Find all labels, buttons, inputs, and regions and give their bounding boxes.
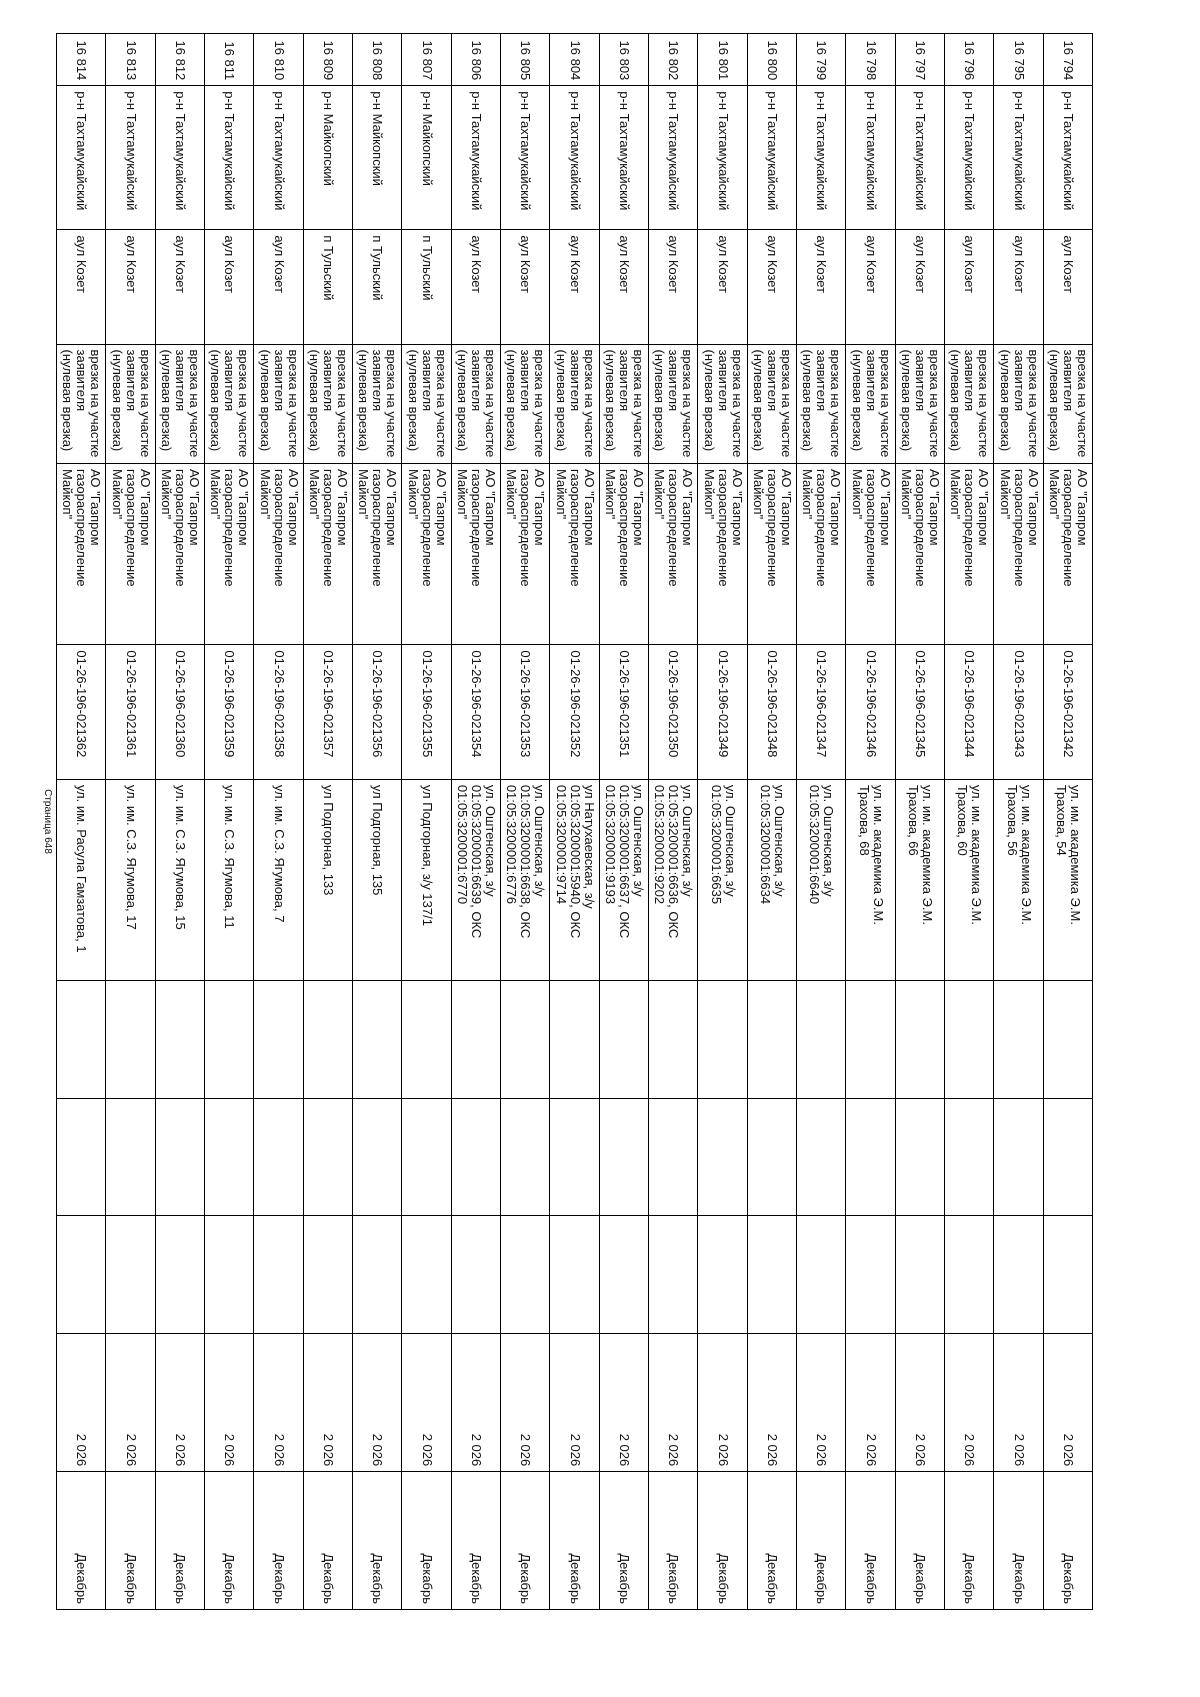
empty-cell xyxy=(945,981,994,1098)
empty-cell xyxy=(451,1098,500,1215)
organization-cell: АО "Газпром газораспределение Майкоп" xyxy=(994,464,1043,645)
month-cell: Декабрь xyxy=(994,1472,1043,1610)
year-cell: 2 026 xyxy=(402,1333,451,1472)
work-type-cell: врезка на участке заявителя (нулевая врезка) xyxy=(106,344,155,464)
year-cell: 2 026 xyxy=(747,1333,796,1472)
address-cell: ул. им. С.З. Ягумова, 11 xyxy=(205,779,254,981)
work-type-cell: врезка на участке заявителя (нулевая врезка) xyxy=(994,344,1043,464)
empty-cell xyxy=(155,981,204,1098)
year-cell: 2 026 xyxy=(254,1333,303,1472)
address-cell: ул Подгорная, 133 xyxy=(303,779,352,981)
table-row xyxy=(353,34,402,1610)
month-cell: Декабрь xyxy=(1043,1472,1092,1610)
empty-cell xyxy=(747,981,796,1098)
rotated-page xyxy=(42,33,1093,1610)
request-code-cell: 01-26-196-021358 xyxy=(254,645,303,779)
empty-cell xyxy=(57,1098,106,1215)
organization-cell: АО "Газпром газораспределение Майкоп" xyxy=(451,464,500,645)
address-cell: ул. Оштенская, з/у 01:05:3200001:6637, ОКС 01:05:3200001:9193 xyxy=(599,779,648,981)
organization-cell: АО "Газпром газораспределение Майкоп" xyxy=(205,464,254,645)
address-cell: ул. им. С.З. Ягумова, 17 xyxy=(106,779,155,981)
table-row xyxy=(57,34,106,1610)
work-type-cell: врезка на участке заявителя (нулевая врезка) xyxy=(1043,344,1092,464)
empty-cell xyxy=(254,1098,303,1215)
empty-cell xyxy=(205,1216,254,1333)
settlement-cell: аул Козет xyxy=(698,230,747,344)
month-cell: Декабрь xyxy=(599,1472,648,1610)
year-cell: 2 026 xyxy=(846,1333,895,1472)
empty-cell xyxy=(599,1098,648,1215)
row-number: 16 813 xyxy=(106,34,155,86)
request-code-cell: 01-26-196-021355 xyxy=(402,645,451,779)
settlement-cell: п Тульский xyxy=(402,230,451,344)
empty-cell xyxy=(254,1216,303,1333)
empty-cell xyxy=(501,981,550,1098)
year-cell: 2 026 xyxy=(994,1333,1043,1472)
month-cell: Декабрь xyxy=(895,1472,944,1610)
empty-cell xyxy=(994,1098,1043,1215)
organization-cell: АО "Газпром газораспределение Майкоп" xyxy=(797,464,846,645)
request-code-cell: 01-26-196-021354 xyxy=(451,645,500,779)
organization-cell: АО "Газпром газораспределение Майкоп" xyxy=(945,464,994,645)
address-cell: ул. им. академика Э.М. Трахова, 68 xyxy=(846,779,895,981)
settlement-cell: аул Козет xyxy=(106,230,155,344)
organization-cell: АО "Газпром газораспределение Майкоп" xyxy=(501,464,550,645)
empty-cell xyxy=(994,981,1043,1098)
row-number: 16 804 xyxy=(550,34,599,86)
work-type-cell: врезка на участке заявителя (нулевая врезка) xyxy=(895,344,944,464)
row-number: 16 799 xyxy=(797,34,846,86)
empty-cell xyxy=(1043,1216,1092,1333)
work-type-cell: врезка на участке заявителя (нулевая врезка) xyxy=(698,344,747,464)
month-cell: Декабрь xyxy=(846,1472,895,1610)
row-number: 16 805 xyxy=(501,34,550,86)
month-cell: Декабрь xyxy=(945,1472,994,1610)
district-cell: р-н Тахтамукайский xyxy=(57,86,106,230)
row-number: 16 800 xyxy=(747,34,796,86)
request-code-cell: 01-26-196-021342 xyxy=(1043,645,1092,779)
empty-cell xyxy=(698,1098,747,1215)
table-row xyxy=(550,34,599,1610)
work-type-cell: врезка на участке заявителя (нулевая врезка) xyxy=(57,344,106,464)
request-code-cell: 01-26-196-021351 xyxy=(599,645,648,779)
settlement-cell: аул Козет xyxy=(501,230,550,344)
work-type-cell: врезка на участке заявителя (нулевая врезка) xyxy=(747,344,796,464)
request-code-cell: 01-26-196-021343 xyxy=(994,645,1043,779)
request-code-cell: 01-26-196-021353 xyxy=(501,645,550,779)
empty-cell xyxy=(353,1098,402,1215)
address-cell: ул. им. академика Э.М. Трахова, 56 xyxy=(994,779,1043,981)
year-cell: 2 026 xyxy=(797,1333,846,1472)
row-number: 16 809 xyxy=(303,34,352,86)
district-cell: р-н Тахтамукайский xyxy=(599,86,648,230)
table-row xyxy=(451,34,500,1610)
settlement-cell: аул Козет xyxy=(797,230,846,344)
row-number: 16 802 xyxy=(649,34,698,86)
year-cell: 2 026 xyxy=(599,1333,648,1472)
empty-cell xyxy=(303,1216,352,1333)
empty-cell xyxy=(698,1216,747,1333)
month-cell: Декабрь xyxy=(353,1472,402,1610)
empty-cell xyxy=(451,1216,500,1333)
organization-cell: АО "Газпром газораспределение Майкоп" xyxy=(353,464,402,645)
empty-cell xyxy=(57,1216,106,1333)
year-cell: 2 026 xyxy=(550,1333,599,1472)
table-row xyxy=(106,34,155,1610)
empty-cell xyxy=(501,1098,550,1215)
empty-cell xyxy=(451,981,500,1098)
month-cell: Декабрь xyxy=(57,1472,106,1610)
district-cell: р-н Тахтамукайский xyxy=(747,86,796,230)
empty-cell xyxy=(846,1216,895,1333)
month-cell: Декабрь xyxy=(797,1472,846,1610)
table-row xyxy=(846,34,895,1610)
settlement-cell: аул Козет xyxy=(1043,230,1092,344)
district-cell: р-н Тахтамукайский xyxy=(945,86,994,230)
organization-cell: АО "Газпром газораспределение Майкоп" xyxy=(747,464,796,645)
empty-cell xyxy=(402,981,451,1098)
work-type-cell: врезка на участке заявителя (нулевая врезка) xyxy=(649,344,698,464)
empty-cell xyxy=(353,1216,402,1333)
empty-cell xyxy=(895,1098,944,1215)
empty-cell xyxy=(599,1216,648,1333)
settlement-cell: п Тульский xyxy=(303,230,352,344)
empty-cell xyxy=(895,1216,944,1333)
address-cell: ул. Оштенская, з/у 01:05:3200001:6640 xyxy=(797,779,846,981)
month-cell: Декабрь xyxy=(649,1472,698,1610)
empty-cell xyxy=(501,1216,550,1333)
row-number: 16 795 xyxy=(994,34,1043,86)
table-row xyxy=(994,34,1043,1610)
settlement-cell: аул Козет xyxy=(747,230,796,344)
month-cell: Декабрь xyxy=(501,1472,550,1610)
district-cell: р-н Тахтамукайский xyxy=(846,86,895,230)
organization-cell: АО "Газпром газораспределение Майкоп" xyxy=(106,464,155,645)
settlement-cell: аул Козет xyxy=(846,230,895,344)
empty-cell xyxy=(1043,1098,1092,1215)
organization-cell: АО "Газпром газораспределение Майкоп" xyxy=(649,464,698,645)
empty-cell xyxy=(797,1098,846,1215)
empty-cell xyxy=(747,1216,796,1333)
empty-cell xyxy=(1043,981,1092,1098)
district-cell: р-н Тахтамукайский xyxy=(1043,86,1092,230)
row-number: 16 806 xyxy=(451,34,500,86)
settlement-cell: аул Козет xyxy=(254,230,303,344)
district-cell: р-н Тахтамукайский xyxy=(649,86,698,230)
year-cell: 2 026 xyxy=(303,1333,352,1472)
empty-cell xyxy=(797,1216,846,1333)
table-row xyxy=(747,34,796,1610)
empty-cell xyxy=(155,1098,204,1215)
work-type-cell: врезка на участке заявителя (нулевая врезка) xyxy=(501,344,550,464)
organization-cell: АО "Газпром газораспределение Майкоп" xyxy=(155,464,204,645)
empty-cell xyxy=(106,1216,155,1333)
organization-cell: АО "Газпром газораспределение Майкоп" xyxy=(698,464,747,645)
empty-cell xyxy=(106,981,155,1098)
row-number: 16 803 xyxy=(599,34,648,86)
empty-cell xyxy=(303,1098,352,1215)
row-number: 16 808 xyxy=(353,34,402,86)
row-number: 16 797 xyxy=(895,34,944,86)
table-row xyxy=(155,34,204,1610)
settlement-cell: аул Козет xyxy=(550,230,599,344)
work-type-cell: врезка на участке заявителя (нулевая врезка) xyxy=(303,344,352,464)
row-number: 16 794 xyxy=(1043,34,1092,86)
district-cell: р-н Тахтамукайский xyxy=(698,86,747,230)
district-cell: р-н Тахтамукайский xyxy=(205,86,254,230)
empty-cell xyxy=(550,981,599,1098)
work-type-cell: врезка на участке заявителя (нулевая врезка) xyxy=(945,344,994,464)
request-code-cell: 01-26-196-021349 xyxy=(698,645,747,779)
district-cell: р-н Тахтамукайский xyxy=(550,86,599,230)
work-type-cell: врезка на участке заявителя (нулевая врезка) xyxy=(797,344,846,464)
table-row xyxy=(402,34,451,1610)
work-type-cell: врезка на участке заявителя (нулевая врезка) xyxy=(205,344,254,464)
table-row xyxy=(945,34,994,1610)
work-type-cell: врезка на участке заявителя (нулевая врезка) xyxy=(155,344,204,464)
address-cell: ул. им. С.З. Ягумова, 15 xyxy=(155,779,204,981)
settlement-cell: аул Козет xyxy=(994,230,1043,344)
month-cell: Декабрь xyxy=(254,1472,303,1610)
table-row xyxy=(698,34,747,1610)
data-table xyxy=(56,33,1093,1610)
work-type-cell: врезка на участке заявителя (нулевая врезка) xyxy=(451,344,500,464)
settlement-cell: аул Козет xyxy=(57,230,106,344)
request-code-cell: 01-26-196-021348 xyxy=(747,645,796,779)
empty-cell xyxy=(994,1216,1043,1333)
empty-cell xyxy=(205,981,254,1098)
address-cell: ул. Оштенская, з/у 01:05:3200001:6635 xyxy=(698,779,747,981)
table-row xyxy=(303,34,352,1610)
year-cell: 2 026 xyxy=(353,1333,402,1472)
settlement-cell: п Тульский xyxy=(353,230,402,344)
year-cell: 2 026 xyxy=(205,1333,254,1472)
empty-cell xyxy=(550,1098,599,1215)
address-cell: ул Подгорная, 135 xyxy=(353,779,402,981)
address-cell: ул. Оштенская, з/у 01:05:3200001:6634 xyxy=(747,779,796,981)
table-row xyxy=(254,34,303,1610)
address-cell: ул. им. академика Э.М. Трахова, 54 xyxy=(1043,779,1092,981)
month-cell: Декабрь xyxy=(747,1472,796,1610)
year-cell: 2 026 xyxy=(945,1333,994,1472)
work-type-cell: врезка на участке заявителя (нулевая врезка) xyxy=(254,344,303,464)
year-cell: 2 026 xyxy=(155,1333,204,1472)
row-number: 16 811 xyxy=(205,34,254,86)
district-cell: р-н Майкопский xyxy=(402,86,451,230)
row-number: 16 796 xyxy=(945,34,994,86)
request-code-cell: 01-26-196-021345 xyxy=(895,645,944,779)
empty-cell xyxy=(550,1216,599,1333)
year-cell: 2 026 xyxy=(106,1333,155,1472)
organization-cell: АО "Газпром газораспределение Майкоп" xyxy=(895,464,944,645)
month-cell: Декабрь xyxy=(155,1472,204,1610)
district-cell: р-н Тахтамукайский xyxy=(155,86,204,230)
empty-cell xyxy=(402,1216,451,1333)
table-row xyxy=(599,34,648,1610)
district-cell: р-н Тахтамукайский xyxy=(797,86,846,230)
empty-cell xyxy=(846,981,895,1098)
work-type-cell: врезка на участке заявителя (нулевая врезка) xyxy=(550,344,599,464)
table-row xyxy=(501,34,550,1610)
request-code-cell: 01-26-196-021346 xyxy=(846,645,895,779)
district-cell: р-н Тахтамукайский xyxy=(106,86,155,230)
settlement-cell: аул Козет xyxy=(649,230,698,344)
year-cell: 2 026 xyxy=(1043,1333,1092,1472)
request-code-cell: 01-26-196-021352 xyxy=(550,645,599,779)
work-type-cell: врезка на участке заявителя (нулевая врезка) xyxy=(353,344,402,464)
year-cell: 2 026 xyxy=(649,1333,698,1472)
district-cell: р-н Тахтамукайский xyxy=(501,86,550,230)
address-cell: ул. им. С.З. Ягумова, 7 xyxy=(254,779,303,981)
empty-cell xyxy=(797,981,846,1098)
row-number: 16 814 xyxy=(57,34,106,86)
month-cell: Декабрь xyxy=(402,1472,451,1610)
request-code-cell: 01-26-196-021356 xyxy=(353,645,402,779)
organization-cell: АО "Газпром газораспределение Майкоп" xyxy=(1043,464,1092,645)
empty-cell xyxy=(303,981,352,1098)
table-row xyxy=(895,34,944,1610)
empty-cell xyxy=(205,1098,254,1215)
district-cell: р-н Тахтамукайский xyxy=(895,86,944,230)
organization-cell: АО "Газпром газораспределение Майкоп" xyxy=(599,464,648,645)
address-cell: ул. Оштенская, з/у 01:05:3200001:6639, ОКС 01:05:3200001:6770 xyxy=(451,779,500,981)
empty-cell xyxy=(106,1098,155,1215)
empty-cell xyxy=(747,1098,796,1215)
request-code-cell: 01-26-196-021362 xyxy=(57,645,106,779)
empty-cell xyxy=(254,981,303,1098)
empty-cell xyxy=(698,981,747,1098)
month-cell: Декабрь xyxy=(550,1472,599,1610)
district-cell: р-н Тахтамукайский xyxy=(451,86,500,230)
district-cell: р-н Тахтамукайский xyxy=(994,86,1043,230)
address-cell: ул. им. академика Э.М. Трахова, 66 xyxy=(895,779,944,981)
empty-cell xyxy=(649,1216,698,1333)
address-cell: ул Натухаевская, з/у 01:05:3200001:5940, ОКС 01:05:3200001:9714 xyxy=(550,779,599,981)
organization-cell: АО "Газпром газораспределение Майкоп" xyxy=(57,464,106,645)
empty-cell xyxy=(846,1098,895,1215)
row-number: 16 798 xyxy=(846,34,895,86)
request-code-cell: 01-26-196-021350 xyxy=(649,645,698,779)
row-number: 16 812 xyxy=(155,34,204,86)
organization-cell: АО "Газпром газораспределение Майкоп" xyxy=(254,464,303,645)
empty-cell xyxy=(895,981,944,1098)
address-cell: ул Подгорная, з/у 137/1 xyxy=(402,779,451,981)
request-code-cell: 01-26-196-021344 xyxy=(945,645,994,779)
request-code-cell: 01-26-196-021357 xyxy=(303,645,352,779)
empty-cell xyxy=(945,1216,994,1333)
empty-cell xyxy=(649,1098,698,1215)
organization-cell: АО "Газпром газораспределение Майкоп" xyxy=(550,464,599,645)
district-cell: р-н Майкопский xyxy=(353,86,402,230)
month-cell: Декабрь xyxy=(451,1472,500,1610)
month-cell: Декабрь xyxy=(698,1472,747,1610)
district-cell: р-н Майкопский xyxy=(303,86,352,230)
empty-cell xyxy=(945,1098,994,1215)
table-row xyxy=(649,34,698,1610)
settlement-cell: аул Козет xyxy=(895,230,944,344)
settlement-cell: аул Козет xyxy=(599,230,648,344)
year-cell: 2 026 xyxy=(895,1333,944,1472)
table-row xyxy=(797,34,846,1610)
year-cell: 2 026 xyxy=(57,1333,106,1472)
month-cell: Декабрь xyxy=(205,1472,254,1610)
settlement-cell: аул Козет xyxy=(945,230,994,344)
address-cell: ул. Оштенская, з/у 01:05:3200001:6636, ОКС 01:05:3200001:9202 xyxy=(649,779,698,981)
organization-cell: АО "Газпром газораспределение Майкоп" xyxy=(402,464,451,645)
organization-cell: АО "Газпром газораспределение Майкоп" xyxy=(303,464,352,645)
settlement-cell: аул Козет xyxy=(451,230,500,344)
page-number: Страница 648 xyxy=(42,789,53,854)
table-row xyxy=(1043,34,1092,1610)
year-cell: 2 026 xyxy=(501,1333,550,1472)
empty-cell xyxy=(57,981,106,1098)
district-cell: р-н Тахтамукайский xyxy=(254,86,303,230)
month-cell: Декабрь xyxy=(106,1472,155,1610)
request-code-cell: 01-26-196-021359 xyxy=(205,645,254,779)
empty-cell xyxy=(402,1098,451,1215)
row-number: 16 801 xyxy=(698,34,747,86)
year-cell: 2 026 xyxy=(451,1333,500,1472)
work-type-cell: врезка на участке заявителя (нулевая врезка) xyxy=(846,344,895,464)
address-cell: ул. им. академика Э.М. Трахова, 60 xyxy=(945,779,994,981)
empty-cell xyxy=(353,981,402,1098)
year-cell: 2 026 xyxy=(698,1333,747,1472)
work-type-cell: врезка на участке заявителя (нулевая врезка) xyxy=(599,344,648,464)
row-number: 16 810 xyxy=(254,34,303,86)
work-type-cell: врезка на участке заявителя (нулевая врезка) xyxy=(402,344,451,464)
settlement-cell: аул Козет xyxy=(205,230,254,344)
request-code-cell: 01-26-196-021347 xyxy=(797,645,846,779)
settlement-cell: аул Козет xyxy=(155,230,204,344)
address-cell: ул. им. Расула Гамзатова, 1 xyxy=(57,779,106,981)
organization-cell: АО "Газпром газораспределение Майкоп" xyxy=(846,464,895,645)
empty-cell xyxy=(155,1216,204,1333)
row-number: 16 807 xyxy=(402,34,451,86)
request-code-cell: 01-26-196-021360 xyxy=(155,645,204,779)
table-row xyxy=(205,34,254,1610)
month-cell: Декабрь xyxy=(303,1472,352,1610)
request-code-cell: 01-26-196-021361 xyxy=(106,645,155,779)
address-cell: ул. Оштенская, з/у 01:05:3200001:6638, ОКС 01:05:3200001:6776 xyxy=(501,779,550,981)
empty-cell xyxy=(599,981,648,1098)
empty-cell xyxy=(649,981,698,1098)
